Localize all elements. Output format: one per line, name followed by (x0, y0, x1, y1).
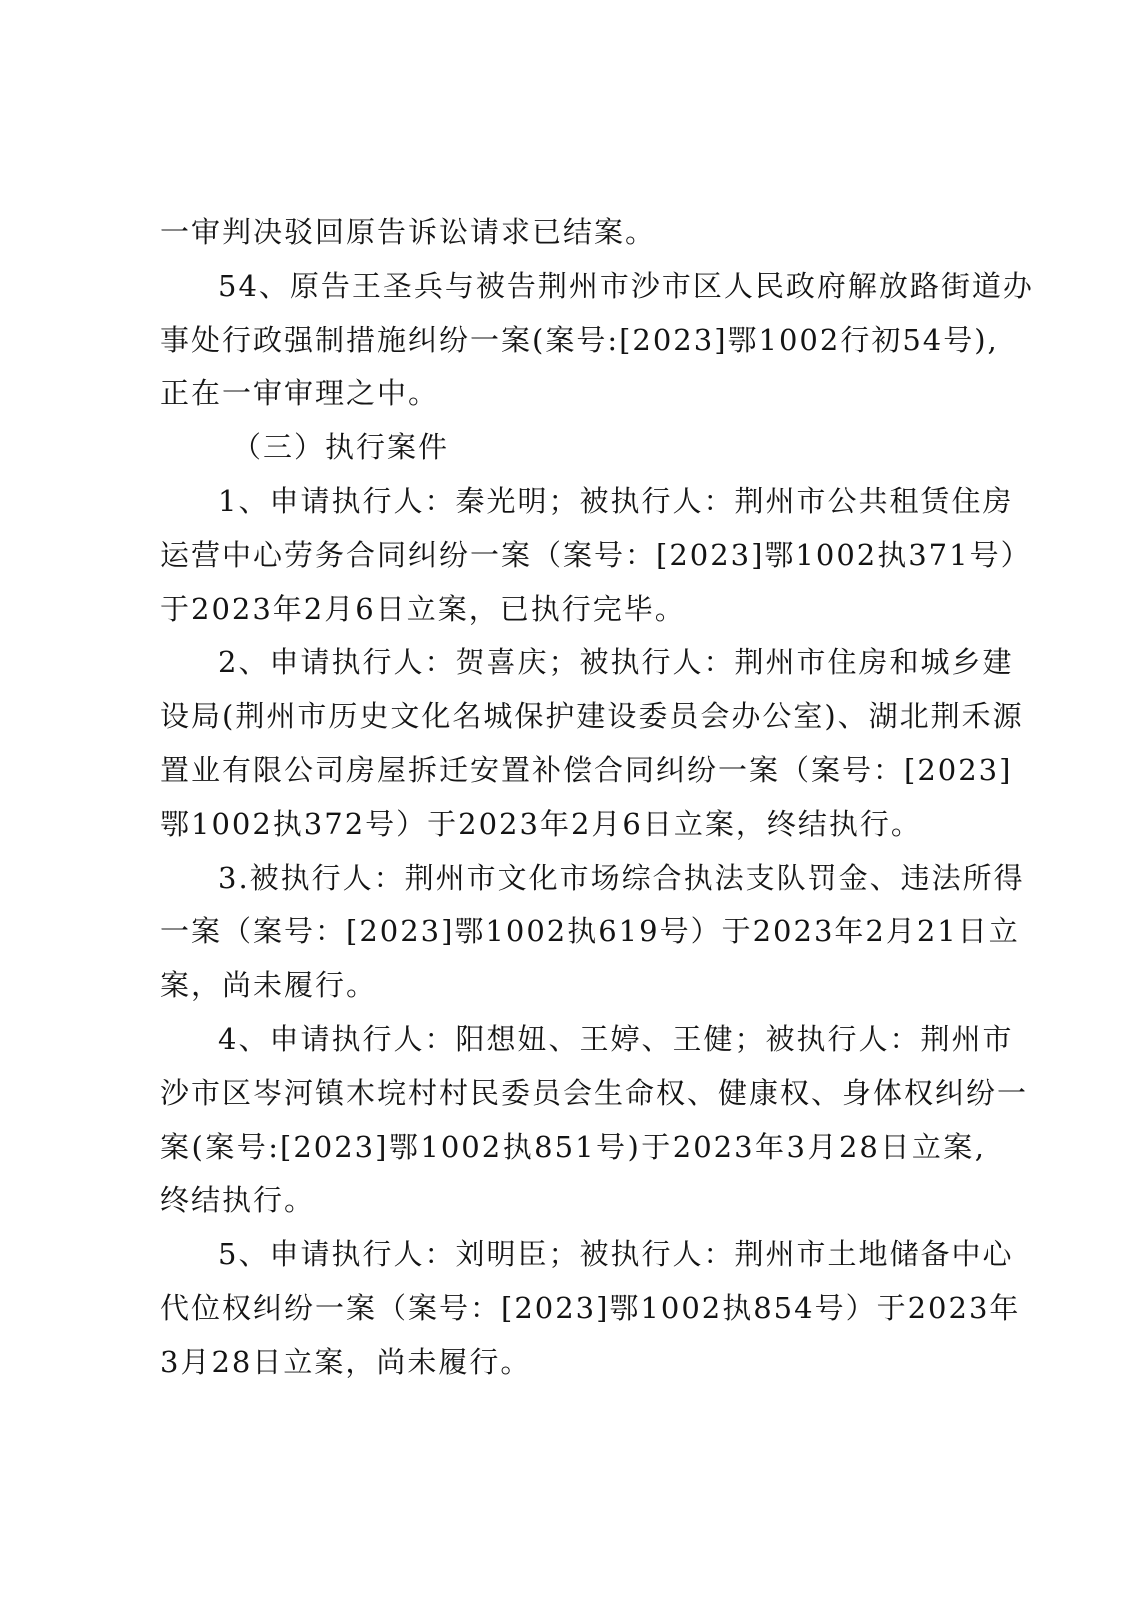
text-line-2: 54、原告王圣兵与被告荆州市沙市区人民政府解放路街道办 (218, 268, 1034, 303)
text-line-17: 沙市区岑河镇木垸村村民委员会生命权、健康权、身体权纠纷一 (160, 1075, 1029, 1110)
text-line-12: 鄂1002执372号）于2023年2月6日立案，终结执行。 (160, 806, 922, 841)
text-line-10: 设局(荆州市历史文化名城保护建设委员会办公室)、湖北荆禾源 (160, 699, 1024, 734)
text-line-14: 一案（案号：[2023]鄂1002执619号）于2023年2月21日立 (160, 914, 1020, 949)
text-line-6: 1、申请执行人：秦光明；被执行人：荆州市公共租赁住房 (218, 483, 1014, 518)
text-line-13: 3.被执行人：荆州市文化市场综合执法支队罚金、违法所得 (218, 860, 1025, 895)
text-line-15: 案，尚未履行。 (160, 968, 378, 1003)
text-line-16: 4、申请执行人：阳想妞、王婷、王健；被执行人：荆州市 (218, 1021, 1014, 1056)
text-line-8: 于2023年2月6日立案，已执行完毕。 (160, 591, 686, 626)
text-line-9: 2、申请执行人：贺喜庆；被执行人：荆州市住房和城乡建 (218, 645, 1014, 680)
text-line-1: 一审判决驳回原告诉讼请求已结案。 (160, 215, 657, 249)
text-line-3: 事处行政强制措施纠纷一案(案号:[2023]鄂1002行初54号), (160, 322, 999, 357)
text-line-11: 置业有限公司房屋拆迁安置补偿合同纠纷一案（案号：[2023] (160, 752, 1013, 787)
text-line-20: 5、申请执行人：刘明臣；被执行人：荆州市土地储备中心 (218, 1237, 1014, 1272)
text-line-4: 正在一审审理之中。 (160, 376, 440, 411)
text-line-19: 终结执行。 (160, 1183, 316, 1218)
document-body (160, 206, 1034, 1390)
text-line-22: 3月28日立案，尚未履行。 (160, 1344, 532, 1379)
text-line-21: 代位权纠纷一案（案号：[2023]鄂1002执854号）于2023年 (160, 1290, 1021, 1325)
section-heading: （三）执行案件 (232, 430, 450, 465)
text-line-18: 案(案号:[2023]鄂1002执851号)于2023年3月28日立案, (160, 1129, 986, 1164)
text-line-7: 运营中心劳务合同纠纷一案（案号：[2023]鄂1002执371号） (160, 537, 1032, 572)
